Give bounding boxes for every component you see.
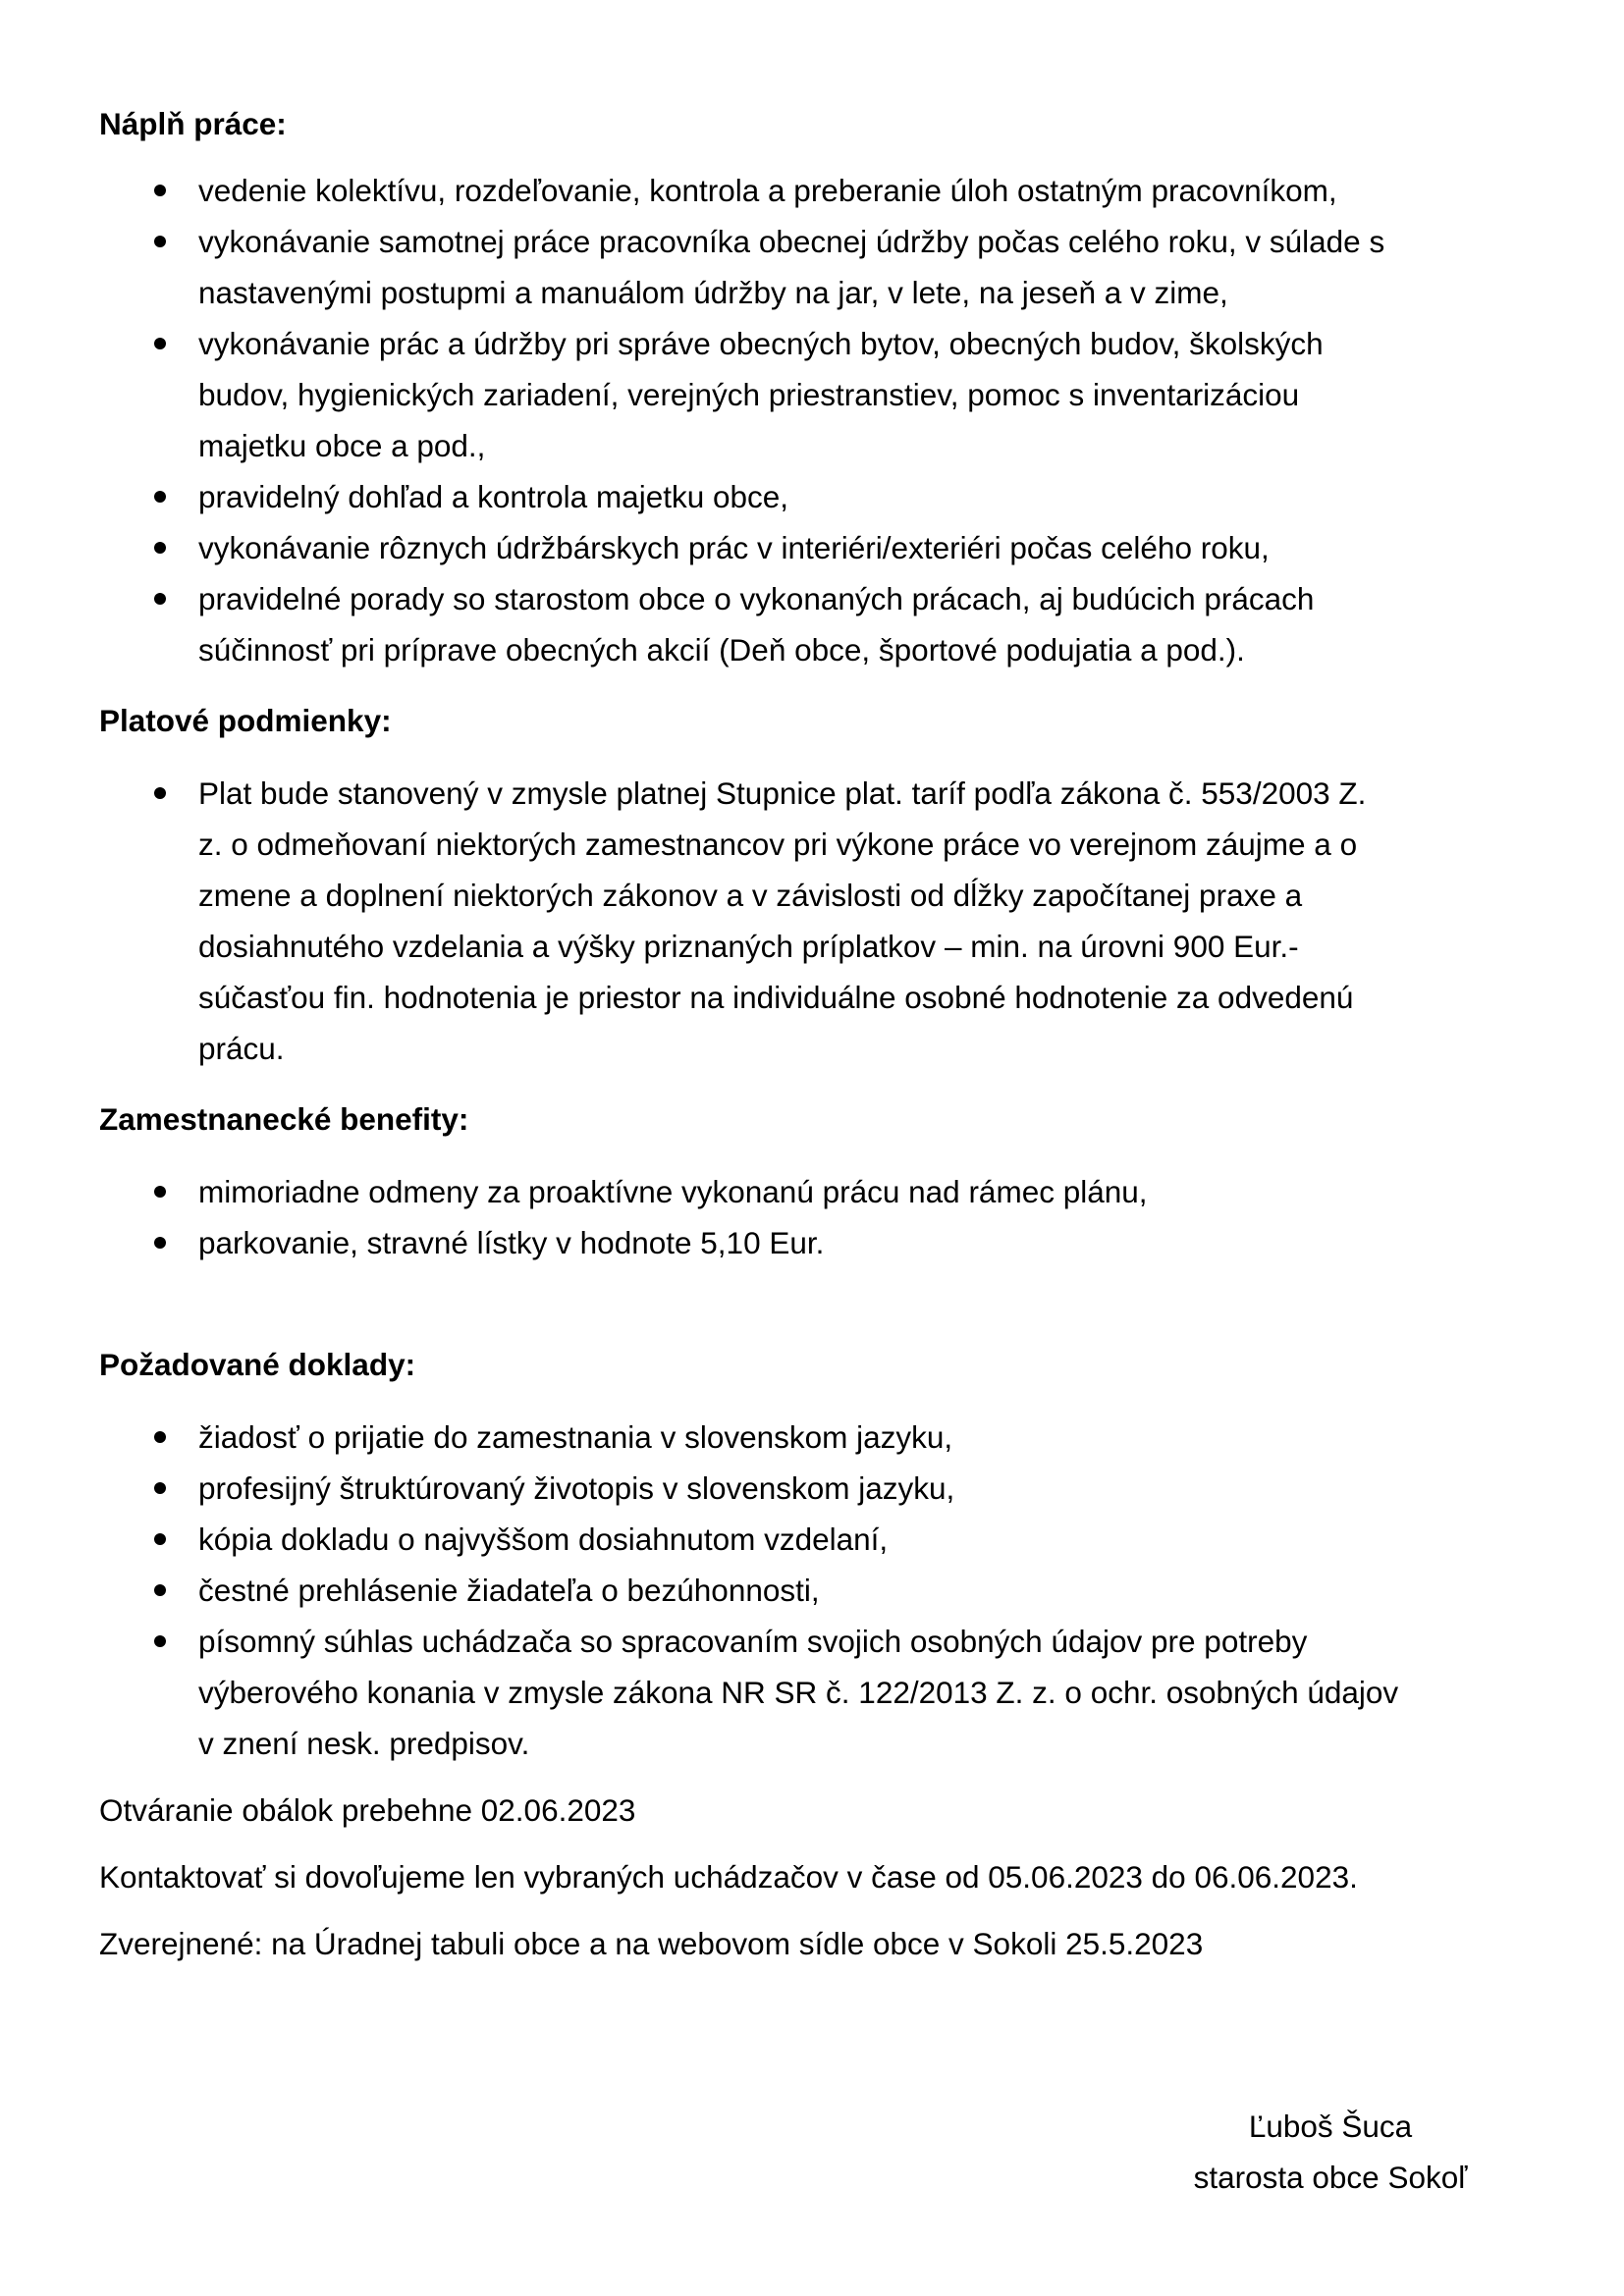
bullet-icon	[154, 216, 168, 267]
list-item	[99, 1166, 1533, 1217]
list-item	[99, 1412, 1533, 1463]
list-item-text: dosiahnutého vzdelania a výšky priznaných príplatkov – min. na úrovni 900 Eur.-	[198, 929, 1299, 964]
opening-note: Otváranie obálok prebehne 02.06.2023	[99, 1792, 636, 1828]
bullet-icon	[154, 1565, 168, 1616]
list-item-text: čestné prehlásenie žiadateľa o bezúhonnosti,	[198, 1573, 820, 1608]
section-heading-plat: Platové podmienky:	[99, 703, 392, 738]
list-item	[99, 1463, 1533, 1514]
bullet-icon	[154, 1616, 168, 1667]
signatory-title: starosta obce Sokoľ	[1193, 2160, 1468, 2195]
bullet-icon	[154, 1217, 168, 1268]
list-item-text: vykonávanie prác a údržby pri správe obecných bytov, obecných budov, školských	[198, 326, 1324, 361]
section-heading-napln: Náplň práce:	[99, 106, 287, 141]
list-item	[99, 768, 1533, 1074]
list-item	[99, 1616, 1533, 1769]
list-item-text: profesijný štruktúrovaný životopis v slovenskom jazyku,	[198, 1470, 955, 1506]
list-item-text: vykonávanie rôznych údržbárskych prác v interiéri/exteriéri počas celého roku,	[198, 530, 1270, 565]
list-item	[99, 1565, 1533, 1616]
bullet-icon	[154, 165, 168, 216]
list-item-text: mimoriadne odmeny za proaktívne vykonanú prácu nad rámec plánu,	[198, 1174, 1148, 1209]
bullet-icon	[154, 573, 168, 624]
list-item-text: vedenie kolektívu, rozdeľovanie, kontrola a preberanie úloh ostatným pracovníkom,	[198, 173, 1337, 208]
napln-list	[99, 165, 1533, 675]
list-item-text: z. o odmeňovaní niektorých zamestnancov pri výkone práce vo verejnom záujme a o	[198, 827, 1358, 862]
bullet-icon	[154, 1412, 168, 1463]
list-item	[99, 471, 1533, 522]
bullet-icon	[154, 1166, 168, 1217]
list-item-text: pravidelný dohľad a kontrola majetku obce,	[198, 479, 789, 514]
signature-block	[1164, 2101, 1497, 2203]
document-page	[99, 98, 1533, 1969]
bullet-icon	[154, 1514, 168, 1565]
list-item-text: majetku obce a pod.,	[198, 428, 486, 463]
list-item-text: výberového konania v zmysle zákona NR SR č. 122/2013 Z. z. o ochr. osobných údajov	[198, 1675, 1399, 1710]
list-item	[99, 216, 1533, 318]
list-item-text: prácu.	[198, 1031, 285, 1066]
list-item	[99, 1217, 1533, 1268]
list-item	[99, 165, 1533, 216]
list-item	[99, 318, 1533, 471]
list-item-text: v znení nesk. predpisov.	[198, 1726, 530, 1761]
list-item-text: písomný súhlas uchádzača so spracovaním svojich osobných údajov pre potreby	[198, 1624, 1308, 1659]
section-heading-doklady: Požadované doklady:	[99, 1347, 416, 1382]
list-item-text: súčasťou fin. hodnotenia je priestor na individuálne osobné hodnotenie za odvedenú	[198, 980, 1354, 1015]
list-item-text: vykonávanie samotnej práce pracovníka obecnej údržby počas celého roku, v súlade s	[198, 224, 1385, 259]
list-item-text: Plat bude stanovený v zmysle platnej Stupnice plat. taríf podľa zákona č. 553/2003 Z.	[198, 775, 1367, 811]
list-item	[99, 522, 1533, 573]
doklady-list	[99, 1412, 1533, 1769]
bullet-icon	[154, 768, 168, 819]
published-note: Zverejnené: na Úradnej tabuli obce a na webovom sídle obce v Sokoli 25.5.2023	[99, 1926, 1204, 1961]
section-heading-benefity: Zamestnanecké benefity:	[99, 1101, 469, 1137]
plat-list	[99, 768, 1533, 1074]
list-item-text: budov, hygienických zariadení, verejných priestranstiev, pomoc s inventarizáciou	[198, 377, 1300, 412]
list-item-text: kópia dokladu o najvyššom dosiahnutom vzdelaní,	[198, 1522, 889, 1557]
list-item-text: zmene a doplnení niektorých zákonov a v závislosti od dĺžky započítanej praxe a	[198, 878, 1303, 913]
list-item-text: nastavenými postupmi a manuálom údržby na jar, v lete, na jeseň a v zime,	[198, 275, 1228, 310]
bullet-icon	[154, 471, 168, 522]
list-item	[99, 573, 1533, 675]
benefity-list	[99, 1166, 1533, 1268]
list-item-text: žiadosť o prijatie do zamestnania v slovenskom jazyku,	[198, 1419, 953, 1455]
contact-note: Kontaktovať si dovoľujeme len vybraných uchádzačov v čase od 05.06.2023 do 06.06.2023.	[99, 1859, 1358, 1895]
list-item-text: parkovanie, stravné lístky v hodnote 5,10 Eur.	[198, 1225, 825, 1260]
bullet-icon	[154, 318, 168, 369]
bullet-icon	[154, 1463, 168, 1514]
bullet-icon	[154, 522, 168, 573]
list-item-text: pravidelné porady so starostom obce o vykonaných prácach, aj budúcich prácach	[198, 581, 1315, 616]
signatory-name: Ľuboš Šuca	[1248, 2109, 1413, 2144]
list-item-text: súčinnosť pri príprave obecných akcií (Deň obce, športové podujatia a pod.).	[198, 632, 1245, 667]
list-item	[99, 1514, 1533, 1565]
